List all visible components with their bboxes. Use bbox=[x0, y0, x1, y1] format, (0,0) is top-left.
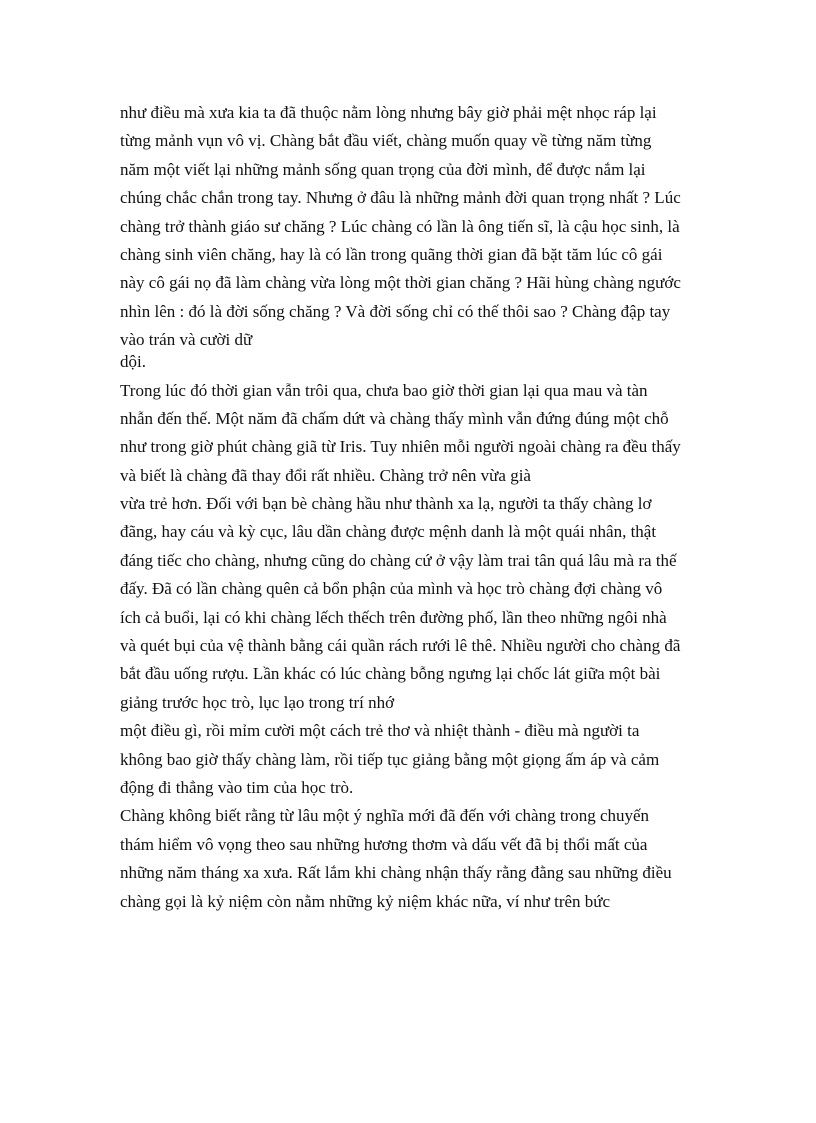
text-line-3: năm một viết lại những mảnh sống quan trọng của đời mình, để được nắm lại bbox=[120, 159, 646, 179]
text-line-28: những năm tháng xa xưa. Rất lắm khi chàng nhận thấy rằng đằng sau những điều bbox=[120, 863, 672, 883]
text-line-13: như trong giờ phút chàng giã từ Iris. Tuy nhiên mỗi người ngoài chàng ra đều thấy bbox=[120, 437, 681, 457]
text-line-24: không bao giờ thấy chàng làm, rồi tiếp tục giảng bằng một giọng ấm áp và cảm bbox=[120, 749, 660, 769]
text-line-18: đấy. Đã có lần chàng quên cả bổn phận của mình và học trò chàng đợi chàng vô bbox=[120, 579, 663, 599]
text-line-9: vào trán và cười dữ bbox=[120, 330, 253, 350]
text-line-5: chàng trở thành giáo sư chăng ? Lúc chàng có lần là ông tiến sĩ, là cậu học sinh, là bbox=[120, 216, 680, 236]
text-line-29: chàng gọi là kỷ niệm còn nằm những kỷ niệm khác nữa, ví như trên bức bbox=[120, 891, 611, 911]
text-line-19: ích cả buổi, lại có khi chàng lếch thếch trên đường phố, lần theo những ngôi nhà bbox=[120, 607, 667, 627]
text-line-14: và biết là chàng đã thay đổi rất nhiều. Chàng trở nên vừa già bbox=[120, 465, 531, 485]
text-line-4: chúng chắc chắn trong tay. Nhưng ở đâu là những mảnh đời quan trọng nhất ? Lúc bbox=[120, 188, 681, 208]
text-line-22: giảng trước học trò, lục lạo trong trí nhớ bbox=[120, 692, 395, 712]
text-line-26: Chàng không biết rằng từ lâu một ý nghĩa mới đã đến với chàng trong chuyến bbox=[120, 806, 650, 826]
text-line-21: bắt đầu uống rượu. Lần khác có lúc chàng bỗng ngưng lại chốc lát giữa một bài bbox=[120, 664, 661, 684]
text-line-10: dội. bbox=[120, 352, 146, 372]
text-line-25: động đi thẳng vào tim của học trò. bbox=[120, 777, 354, 797]
text-line-8: nhìn lên : đó là đời sống chăng ? Và đời sống chỉ có thế thôi sao ? Chàng đập tay bbox=[120, 301, 671, 321]
text-line-6: chàng sinh viên chăng, hay là có lần trong quãng thời gian đã bặt tăm lúc cô gái bbox=[120, 244, 663, 264]
text-line-2: từng mảnh vụn vô vị. Chàng bắt đầu viết, chàng muốn quay về từng năm từng bbox=[120, 131, 652, 151]
text-line-20: và quét bụi của vệ thành bằng cái quần rách rưới lê thê. Nhiều người cho chàng đã bbox=[120, 636, 681, 656]
text-line-16: đãng, hay cáu và kỳ cục, lâu dần chàng được mệnh danh là một quái nhân, thật bbox=[120, 522, 657, 542]
body-text bbox=[120, 99, 710, 916]
text-line-7: này cô gái nọ đã làm chàng vừa lòng một thời gian chăng ? Hãi hùng chàng ngước bbox=[120, 273, 681, 293]
text-line-12: nhẫn đến thế. Một năm đã chấm dứt và chàng thấy mình vẫn đứng đúng một chỗ bbox=[120, 408, 669, 428]
text-line-1: như điều mà xưa kia ta đã thuộc nằm lòng nhưng bây giờ phải mệt nhọc ráp lại bbox=[120, 103, 657, 122]
text-line-11: Trong lúc đó thời gian vẫn trôi qua, chưa bao giờ thời gian lại qua mau và tàn bbox=[120, 380, 648, 400]
text-line-17: đáng tiếc cho chàng, nhưng cũng do chàng cứ ở vậy làm trai tân quá lâu mà ra thế bbox=[120, 550, 677, 570]
text-line-15: vừa trẻ hơn. Đối với bạn bè chàng hầu như thành xa lạ, người ta thấy chàng lơ bbox=[120, 494, 652, 514]
text-line-27: thám hiểm vô vọng theo sau những hương thơm và dấu vết đã bị thổi mất của bbox=[120, 834, 648, 854]
text-line-23: một điều gì, rồi mỉm cười một cách trẻ thơ và nhiệt thành - điều mà người ta bbox=[120, 721, 640, 741]
